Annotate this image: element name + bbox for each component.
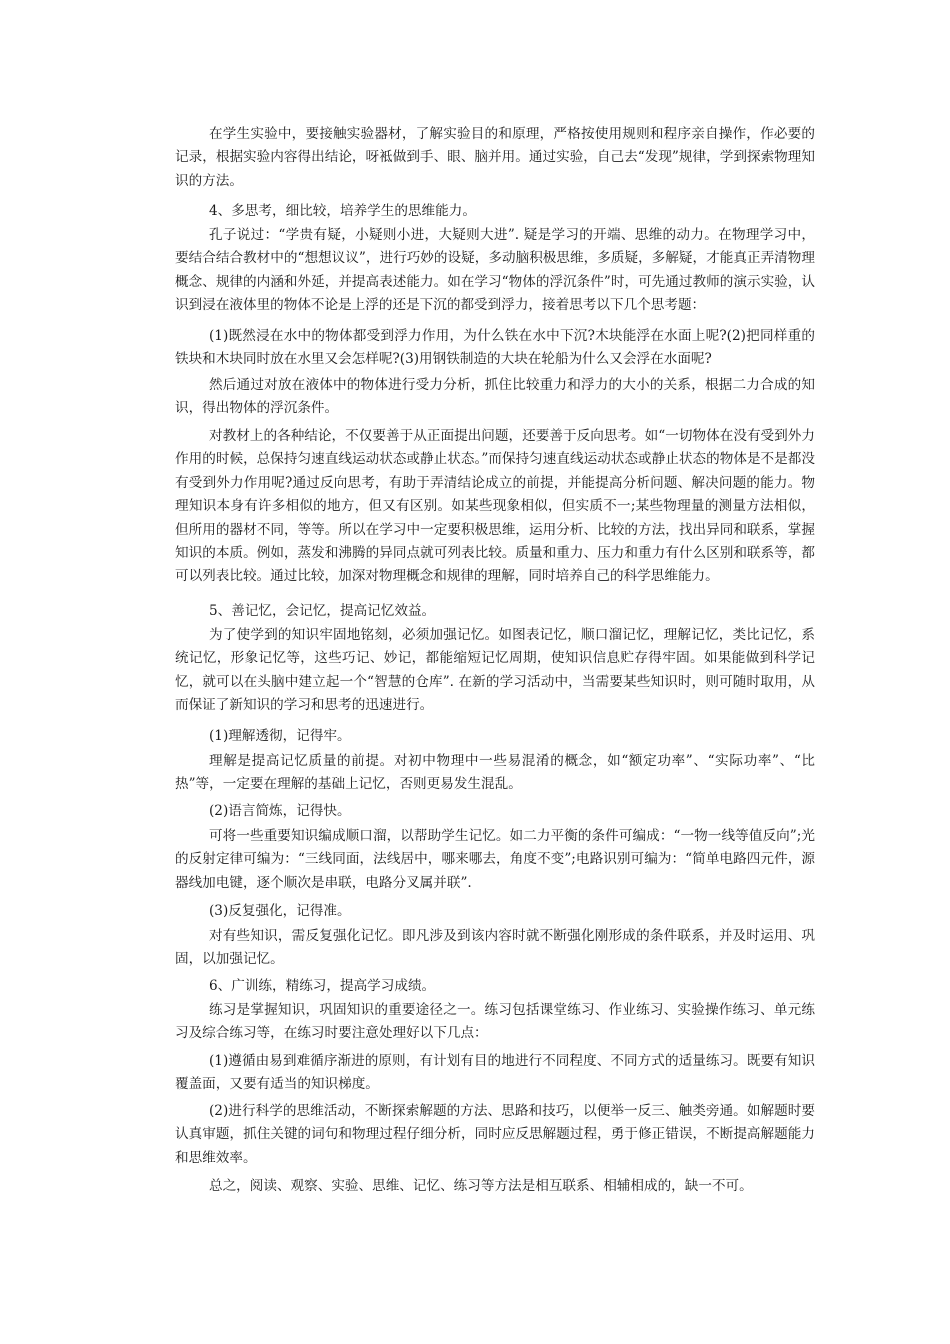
subheading-concise: (2)语言简炼，记得快。 [209, 803, 351, 819]
paragraph-conclusion: 总之，阅读、观察、实验、思维、记忆、练习等方法是相互联系、相辅相成的，缺一不可。 [209, 1178, 753, 1194]
subheading-reinforce: (3)反复强化，记得准。 [209, 903, 351, 919]
paragraph-confucius: 孔子说过：“学贵有疑，小疑则小进，大疑则大进”. 疑是学习的开端、思维的动力。在物理学习中，要结合结合教材中的“想想议议”，进行巧妙的设疑，多动脑积极思维，多质疑，多解疑，才能真正弄清物理概念、规律的内涵和外延，并提高表述能力。如在学习“物体的浮沉条件”时，可先通过教师的演示实验，认识到浸在液体里的物体不论是上浮的还是下沉的都受到浮力，接着思考以下几个思考题： [175, 227, 815, 314]
section-heading-5: 5、善记忆，会记忆，提高记忆效益。 [209, 603, 436, 619]
paragraph-rhymes: 可将一些重要知识编成顺口溜，以帮助学生记忆。如二力平衡的条件可编成：“一物一线等值反向”;光的反射定律可编为：“三线同面，法线居中，哪来哪去，角度不变”;电路识别可编为：“简单电路四元件，源器线加电键，逐个顺次是串联，电路分叉属并联”. [175, 828, 815, 891]
paragraph-understanding: 理解是提高记忆质量的前提。对初中物理中一些易混淆的概念，如“额定功率”、“实际功率”、“比热”等，一定要在理解的基础上记忆，否则更易发生混乱。 [175, 753, 815, 793]
section-heading-6: 6、广训练，精练习，提高学习成绩。 [209, 978, 436, 994]
paragraph-force-analysis: 然后通过对放在液体中的物体进行受力分析，抓住比较重力和浮力的大小的关系，根据二力合成的知识，得出物体的浮沉条件。 [175, 377, 815, 417]
section-heading-4: 4、多思考，细比较，培养学生的思维能力。 [209, 203, 476, 219]
paragraph-memory-methods: 为了使学到的知识牢固地铭刻，必须加强记忆。如图表记忆，顺口溜记忆，理解记忆，类比记忆，系统记忆，形象记忆等，这些巧记、妙记，都能缩短记忆周期，使知识信息贮存得牢固。如果能做到科学记忆，就可以在头脑中建立起一个“智慧的仓库”. 在新的学习活动中，当需要某些知识时，则可随时取用，从而保证了新知识的学习和思考的迅速进行。 [175, 627, 815, 714]
paragraph-reverse-thinking: 对教材上的各种结论，不仅要善于从正面提出问题，还要善于反向思考。如“一切物体在没有受到外力作用的时候，总保持匀速直线运动状态或静止状态。”而保持匀速直线运动状态或静止状态的物体是不是都没有受到外力作用呢?通过反向思考，有助于弄清结论成立的前提，并能提高分析问题、解决问题的能力。物理知识本身有许多相似的地方，但又有区别。如某些现象相似，但实质不一;某些物理量的测量方法相似，但所用的器材不同，等等。所以在学习中一定要积极思维，运用分析、比较的方法，找出异同和联系，掌握知识的本质。例如，蒸发和沸腾的异同点就可列表比较。质量和重力、压力和重力有什么区别和联系等，都可以列表比较。通过比较，加深对物理概念和规律的理解，同时培养自己的科学思维能力。 [175, 428, 815, 585]
paragraph-reinforcement: 对有些知识，需反复强化记忆。即凡涉及到该内容时就不断强化刚形成的条件联系，并及时运用、巩固，以加强记忆。 [175, 928, 815, 968]
subheading-understand: (1)理解透彻，记得牢。 [209, 728, 351, 744]
paragraph-practice-point-2: (2)进行科学的思维活动，不断探索解题的方法、思路和技巧，以便举一反三、触类旁通。如解题时要认真审题，抓住关键的词句和物理过程仔细分析，同时应反思解题过程，勇于修正错误，不断提高解题能力和思维效率。 [175, 1103, 815, 1166]
paragraph-student-experiment: 在学生实验中，要接触实验器材，了解实验目的和原理，严格按使用规则和程序亲自操作，作必要的记录，根据实验内容得出结论，呀袛做到手、眼、脑并用。通过实验，自己去“发现”规律，学到探索物理知识的方法。 [175, 126, 815, 189]
paragraph-buoyancy-questions: (1)既然浸在水中的物体都受到浮力作用，为什么铁在水中下沉?木块能浮在水面上呢?(2)把同样重的铁块和木块同时放在水里又会怎样呢?(3)用钢铁制造的大块在轮船为什么又会浮在水面呢? [175, 328, 815, 368]
paragraph-practice: 练习是掌握知识，巩固知识的重要途径之一。练习包括课堂练习、作业练习、实验操作练习、单元练习及综合练习等，在练习时要注意处理好以下几点： [175, 1002, 815, 1042]
paragraph-practice-point-1: (1)遵循由易到难循序渐进的原则，有计划有目的地进行不同程度、不同方式的适量练习。既要有知识覆盖面，又要有适当的知识梯度。 [175, 1053, 815, 1093]
